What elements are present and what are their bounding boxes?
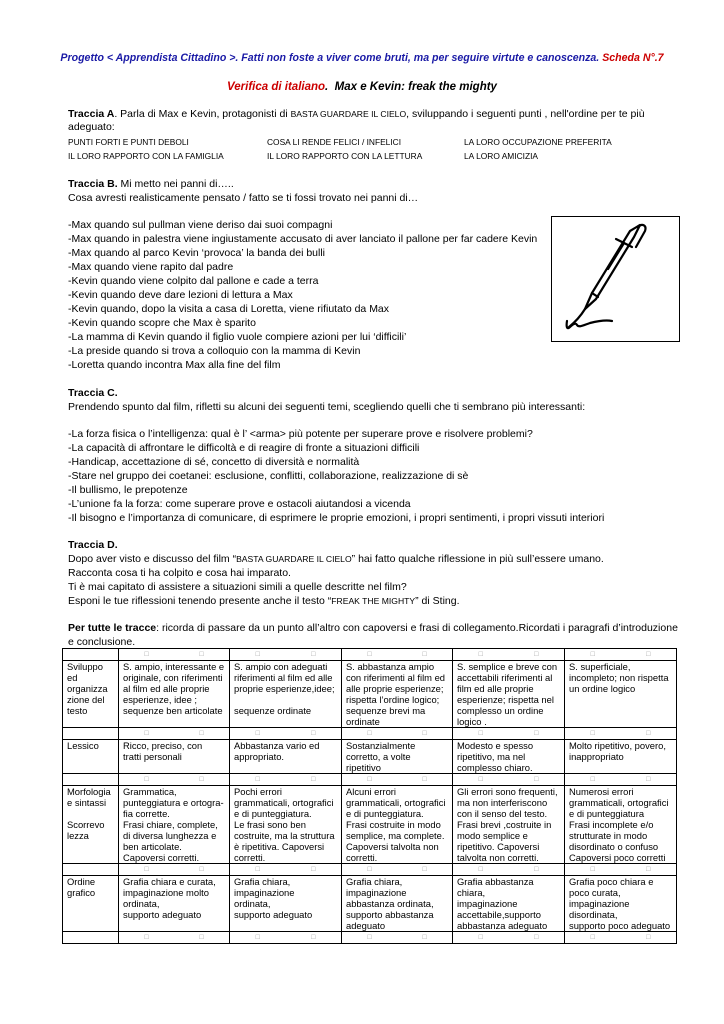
criterion-label: Ordine <box>67 876 96 887</box>
traccia-b-label: Traccia B. <box>68 178 118 190</box>
traccia-b-item: -La mamma di Kevin quando il figlio vuole compiere azioni per lui ‘difficili’ <box>68 331 407 343</box>
rubric-cell <box>342 740 453 774</box>
checkbox-cell <box>453 932 565 944</box>
traccia-c-item: -Il bisogno e l’importanza di comunicare, di esprimere le proprie emozioni, i propri sentimenti, i propri vissuti interiori <box>68 512 605 524</box>
checkbox-icon[interactable]: □ <box>590 866 595 873</box>
rubric-cell-text: Gli errori sono frequenti, <box>457 786 558 797</box>
checkbox-cell <box>342 649 453 661</box>
rubric-criterion <box>63 876 119 932</box>
checkbox-icon[interactable]: □ <box>144 730 149 737</box>
rubric-cell-text: chiara, <box>457 887 486 898</box>
rubric-cell-text: impaginazione <box>234 887 295 898</box>
traccia-a-text1: . Parla di Max e Kevin, protagonisti di <box>114 108 291 120</box>
rubric-cell-text: sequenze ordinate <box>234 705 312 716</box>
rubric-cell-text: e di punteggiatura. <box>234 808 312 819</box>
rubric-cell-text: impaginazione <box>457 898 518 909</box>
criterion-label: Lessico <box>67 740 99 751</box>
rubric-cell-text: e di punteggiatura <box>569 808 645 819</box>
checkbox-icon[interactable]: □ <box>590 651 595 658</box>
rubric-criterion <box>63 661 119 728</box>
rubric-cell-text: fia corrette. <box>123 808 170 819</box>
rubric-cell-text: Sostanzialmente <box>346 740 416 751</box>
criterion-label: organizza <box>67 683 108 694</box>
rubric-cell-text: ordinate <box>346 716 380 727</box>
checkbox-icon[interactable]: □ <box>590 934 595 941</box>
rubric-cell-text: riferimenti al film ed alle <box>234 672 333 683</box>
checkbox-cell <box>453 774 565 786</box>
rubric-cell-text: Le frasi sono ben <box>234 819 306 830</box>
rubric-cell-text: Numerosi errori <box>569 786 634 797</box>
checkbox-icon[interactable]: □ <box>255 776 260 783</box>
checkbox-icon[interactable]: □ <box>199 934 204 941</box>
rubric-cell-text: al film ed alle proprie <box>123 683 210 694</box>
rubric-cell <box>230 786 342 864</box>
rubric-cell <box>565 876 677 932</box>
rubric-cell-text: Grafia abbastanza <box>457 876 534 887</box>
traccia-c-item: -L’unione fa la forza: come superare prove e ostacoli aiutandosi a vicenda <box>68 498 411 510</box>
checkbox-cell <box>119 864 230 876</box>
checkbox-cell <box>230 649 342 661</box>
traccia-b-line1 <box>68 178 234 190</box>
checkbox-cell <box>453 728 565 740</box>
rubric-cell-text <box>234 694 337 705</box>
traccia-b-item: -Max quando viene rapito dal padre <box>68 261 234 273</box>
pen-icon <box>552 217 679 341</box>
traccia-a-line2: adeguato: <box>68 121 115 133</box>
criterion-label: testo <box>67 705 88 716</box>
checkbox-icon[interactable]: □ <box>255 866 260 873</box>
traccia-d-line2 <box>68 553 604 565</box>
rubric-cell-text: corretti. <box>346 852 378 863</box>
checkbox-row <box>63 774 677 786</box>
per-tutte-label: Per tutte le tracce <box>68 622 157 634</box>
checkbox-icon[interactable]: □ <box>199 730 204 737</box>
checkbox-cell <box>63 774 119 786</box>
criterion-label: Scorrevo <box>67 819 105 830</box>
rubric-cell-text: Capoversi poco corretti <box>569 852 666 863</box>
traccia-c-label: Traccia C. <box>68 387 118 399</box>
traccia-d-line5 <box>68 595 460 607</box>
rubric-cell-text: S. ampio, interessante e <box>123 661 225 672</box>
criterion-label: e sintassi <box>67 797 107 808</box>
checkbox-icon[interactable]: □ <box>199 776 204 783</box>
rubric-cell-text: Abbastanza vario ed <box>234 740 320 751</box>
checkbox-icon[interactable]: □ <box>367 934 372 941</box>
page-title <box>0 81 724 93</box>
rubric-cell-text: con il senso del testo. <box>457 808 548 819</box>
rubric-cell-text: un ordine logico <box>569 683 636 694</box>
criterion-label: grafico <box>67 887 96 898</box>
rubric-cell-text: S. semplice e breve con <box>457 661 558 672</box>
traccia-d-l1a: Dopo aver visto e discusso del film “ <box>68 553 237 565</box>
rubric-cell-text: Capoversi corretti. <box>123 852 200 863</box>
checkbox-cell <box>63 932 119 944</box>
rubric-cell-text: S. superficiale, <box>569 661 631 672</box>
rubric-cell-text: grammaticali, ortografici <box>234 797 334 808</box>
traccia-a-point-3: LA LORO OCCUPAZIONE PREFERITA <box>464 137 612 147</box>
title-verifica: Verifica di italiano <box>227 81 326 93</box>
checkbox-icon[interactable]: □ <box>311 776 316 783</box>
rubric-cell-text: impaginazione molto <box>123 887 209 898</box>
traccia-b-item: -Kevin quando deve dare lezioni di lettura a Max <box>68 289 293 301</box>
rubric-cell-text: alle proprie esperienze; <box>346 683 444 694</box>
rubric-cell-text: Alcuni errori <box>346 786 397 797</box>
rubric-cell <box>453 876 565 932</box>
pen-illustration <box>551 216 680 342</box>
rubric-cell-text: Ricco, preciso, con <box>123 740 203 751</box>
checkbox-icon[interactable]: □ <box>646 934 651 941</box>
rubric-cell-text: supporto poco adeguato <box>569 920 671 931</box>
traccia-b-line2: Cosa avresti realisticamente pensato / fatto se ti fossi trovato nei panni di… <box>68 192 419 204</box>
checkbox-icon[interactable]: □ <box>590 776 595 783</box>
rubric-cell <box>342 876 453 932</box>
traccia-a-point-5: IL LORO RAPPORTO CON LA LETTURA <box>267 151 423 161</box>
rubric-cell-text: adeguato <box>346 920 386 931</box>
traccia-d-label: Traccia D. <box>68 539 118 551</box>
checkbox-icon[interactable]: □ <box>422 866 427 873</box>
checkbox-cell <box>565 774 677 786</box>
checkbox-cell <box>565 649 677 661</box>
project-header-text: Progetto < Apprendista Cittadino >. Fatti non foste a viver come bruti, ma per seguire virtute e canoscenza. <box>60 52 600 64</box>
traccia-a-point-6: LA LORO AMICIZIA <box>464 151 538 161</box>
rubric-cell <box>119 876 230 932</box>
traccia-d-line4: Ti è mai capitato di assistere a situazioni simili a quelle descritte nel film? <box>68 581 407 593</box>
traccia-d-l1c: ” hai fatto qualche riflessione in più sull’essere umano. <box>351 553 604 565</box>
rubric-cell-text: S. ampio con adeguati <box>234 661 328 672</box>
checkbox-icon[interactable]: □ <box>199 651 204 658</box>
rubric-cell-text: ma non interferiscono <box>457 797 548 808</box>
checkbox-icon[interactable]: □ <box>478 651 483 658</box>
rubric-cell <box>342 661 453 728</box>
checkbox-icon[interactable]: □ <box>534 730 539 737</box>
rubric-cell-text: Grafia chiara e curata, <box>123 876 216 887</box>
rubric-cell <box>230 740 342 774</box>
rubric-cell-text: Frasi chiare, complete, <box>123 819 218 830</box>
checkbox-icon[interactable]: □ <box>478 776 483 783</box>
rubric-cell-text: esperienze; rispetta nel <box>457 694 554 705</box>
per-tutte-line2: e conclusione. <box>68 636 136 648</box>
checkbox-icon[interactable]: □ <box>311 866 316 873</box>
checkbox-icon[interactable]: □ <box>646 730 651 737</box>
checkbox-cell <box>342 932 453 944</box>
rubric-cell <box>565 786 677 864</box>
checkbox-cell <box>63 864 119 876</box>
rubric-cell-text: accettabili riferimenti al <box>457 672 553 683</box>
rubric-cell <box>119 661 230 728</box>
checkbox-icon[interactable]: □ <box>255 730 260 737</box>
rubric-cell-text: modo semplice e <box>457 830 528 841</box>
evaluation-rubric-table <box>62 648 677 944</box>
traccia-c-item: -Stare nel gruppo dei coetanei: esclusione, conflitti, collaborazione, realizzazione di sè <box>68 470 469 482</box>
rubric-cell-text: grammaticali, ortografici <box>346 797 446 808</box>
checkbox-row <box>63 649 677 661</box>
traccia-c-item: -Il bullismo, le prepotenze <box>68 484 188 496</box>
rubric-cell-text: abbastanza ordinata, <box>346 898 434 909</box>
checkbox-row <box>63 864 677 876</box>
checkbox-cell <box>119 649 230 661</box>
rubric-cell-text: Modesto e spesso <box>457 740 534 751</box>
checkbox-icon[interactable]: □ <box>646 866 651 873</box>
rubric-cell-text: sequenze ben articolate <box>123 705 223 716</box>
rubric-cell <box>230 876 342 932</box>
rubric-cell-text: appropriato. <box>234 751 285 762</box>
rubric-criterion <box>63 786 119 864</box>
checkbox-icon[interactable]: □ <box>311 934 316 941</box>
traccia-a-line1 <box>68 108 645 120</box>
checkbox-cell <box>230 728 342 740</box>
rubric-cell-text: Capoversi talvolta non <box>346 841 439 852</box>
traccia-a-label: Traccia A <box>68 108 115 120</box>
checkbox-icon[interactable]: □ <box>646 776 651 783</box>
rubric-cell-text: Molto ripetitivo, povero, <box>569 740 666 751</box>
rubric-cell-text: logico . <box>457 716 487 727</box>
rubric-cell-text: originale, con riferimenti <box>123 672 223 683</box>
checkbox-icon[interactable]: □ <box>144 776 149 783</box>
rubric-cell-text: incompleto; non rispetta <box>569 672 669 683</box>
rubric-cell-text: Frasi incomplete e/o <box>569 819 654 830</box>
traccia-b-item: -Kevin quando scopre che Max è sparito <box>68 317 256 329</box>
rubric-cell-text: punteggiatura e ortogra- <box>123 797 224 808</box>
rubric-cell-text: impaginazione <box>346 887 407 898</box>
rubric-cell-text: film ed alle proprie <box>457 683 534 694</box>
rubric-cell-text: poco curata, <box>569 887 621 898</box>
table-row <box>63 740 677 774</box>
rubric-cell-text: supporto adeguato <box>123 909 202 920</box>
checkbox-cell <box>565 864 677 876</box>
checkbox-icon[interactable]: □ <box>144 866 149 873</box>
rubric-cell <box>453 661 565 728</box>
checkbox-icon[interactable]: □ <box>367 866 372 873</box>
criterion-label: Sviluppo <box>67 661 103 672</box>
rubric-cell-text: ordinata, <box>234 898 271 909</box>
checkbox-icon[interactable]: □ <box>255 651 260 658</box>
traccia-b-item: -Max quando sul pullman viene deriso dai suoi compagni <box>68 219 333 231</box>
rubric-cell-text: esperienze, idee ; <box>123 694 198 705</box>
checkbox-icon[interactable]: □ <box>367 651 372 658</box>
rubric-cell <box>230 661 342 728</box>
checkbox-cell <box>342 864 453 876</box>
traccia-a-book: BASTA GUARDARE IL CIELO <box>290 109 407 119</box>
checkbox-cell <box>342 728 453 740</box>
checkbox-cell <box>342 774 453 786</box>
rubric-cell-text: Frasi costruite in modo <box>346 819 441 830</box>
scheda-number: Scheda N°.7 <box>602 52 664 64</box>
rubric-cell <box>565 661 677 728</box>
rubric-cell <box>453 786 565 864</box>
rubric-cell <box>565 740 677 774</box>
checkbox-icon[interactable]: □ <box>534 651 539 658</box>
traccia-a-point-2: COSA LI RENDE FELICI / INFELICI <box>267 137 402 147</box>
rubric-cell-text: e di punteggiatura. <box>346 808 424 819</box>
rubric-cell-text: impaginazione <box>569 898 630 909</box>
checkbox-icon[interactable]: □ <box>144 934 149 941</box>
traccia-b-item: -Max quando al parco Kevin ‘provoca’ la banda dei bulli <box>68 247 326 259</box>
rubric-cell <box>119 786 230 864</box>
rubric-cell-text: grammaticali, ortografici <box>569 797 669 808</box>
checkbox-icon[interactable]: □ <box>311 651 316 658</box>
checkbox-icon[interactable]: □ <box>534 934 539 941</box>
traccia-b-item: -Kevin quando viene colpito dal pallone e cade a terra <box>68 275 319 287</box>
rubric-cell <box>342 786 453 864</box>
checkbox-row <box>63 932 677 944</box>
traccia-a-text2: , sviluppando i seguenti punti , nell'ordine per te più <box>406 108 645 120</box>
checkbox-cell <box>119 728 230 740</box>
rubric-cell-text: talvolta non corretti. <box>457 852 539 863</box>
rubric-cell-text: ripetitivo. Capoversi <box>457 841 540 852</box>
rubric-cell-text: supporto abbastanza <box>346 909 434 920</box>
checkbox-icon[interactable]: □ <box>422 651 427 658</box>
table-row <box>63 876 677 932</box>
traccia-c-line2: Prendendo spunto dal film, rifletti su alcuni dei seguenti temi, scegliendo quelli che ti sembrano più interessanti: <box>68 401 586 413</box>
table-row <box>63 786 677 864</box>
traccia-d-l4c: ” di Sting. <box>415 595 460 607</box>
rubric-cell-text: ripetitivo, ma nel <box>457 751 526 762</box>
checkbox-cell <box>453 864 565 876</box>
checkbox-cell <box>230 864 342 876</box>
traccia-a-point-1: PUNTI FORTI E PUNTI DEBOLI <box>68 137 189 147</box>
rubric-cell-text: abbastanza adeguato <box>457 920 548 931</box>
rubric-cell-text: accettabile,supporto <box>457 909 541 920</box>
checkbox-icon[interactable]: □ <box>255 934 260 941</box>
rubric-cell-text: complesso un ordine <box>457 705 544 716</box>
rubric-cell-text: Pochi errori <box>234 786 282 797</box>
checkbox-cell <box>565 728 677 740</box>
rubric-criterion <box>63 740 119 774</box>
checkbox-icon[interactable]: □ <box>478 866 483 873</box>
criterion-label: ed <box>67 672 78 683</box>
checkbox-icon[interactable]: □ <box>422 730 427 737</box>
checkbox-icon[interactable]: □ <box>534 866 539 873</box>
rubric-cell-text: tratti personali <box>123 751 182 762</box>
rubric-cell-text: semplice, ma complete. <box>346 830 445 841</box>
checkbox-icon[interactable]: □ <box>367 776 372 783</box>
checkbox-icon[interactable]: □ <box>367 730 372 737</box>
rubric-cell-text: di diversa lunghezza e <box>123 830 217 841</box>
checkbox-cell <box>63 649 119 661</box>
traccia-c-item: -La forza fisica o l’intelligenza: qual è l’ <arma> più potente per superare prove e risolvere problemi? <box>68 428 533 440</box>
rubric-cell-text: complesso chiaro. <box>457 762 533 773</box>
traccia-b-item: -Max quando in palestra viene ingiustamente accusato di aver lanciato il pallone per far cadere Kevin <box>68 233 538 245</box>
rubric-cell-text: con riferimenti al film ed <box>346 672 445 683</box>
checkbox-cell <box>565 932 677 944</box>
checkbox-icon[interactable]: □ <box>422 934 427 941</box>
per-tutte-text1: : ricorda di passare da un punto all’altro con capoversi e frasi di collegamento.Ricordati i paragrafi d’introduzione <box>156 622 678 634</box>
checkbox-cell <box>230 774 342 786</box>
criterion-label <box>67 808 114 819</box>
checkbox-cell <box>230 932 342 944</box>
checkbox-icon[interactable]: □ <box>144 651 149 658</box>
checkbox-icon[interactable]: □ <box>534 776 539 783</box>
rubric-cell-text: è ripetitiva. Capoversi <box>234 841 325 852</box>
checkbox-icon[interactable]: □ <box>311 730 316 737</box>
traccia-c-item: -Handicap, accettazione di sé, concetto di diversità e normalità <box>68 456 360 468</box>
criterion-label: zione del <box>67 694 105 705</box>
traccia-d-book: BASTA GUARDARE IL CIELO <box>236 554 352 564</box>
per-tutte-line1 <box>68 622 678 634</box>
rubric-cell-text: ben articolate. <box>123 841 182 852</box>
traccia-b-text1: Mi metto nei panni di….. <box>117 178 234 190</box>
rubric-cell-text: disordinata, <box>569 909 618 920</box>
rubric-cell-text: Grammatica, <box>123 786 177 797</box>
rubric-cell-text: Grafia poco chiara e <box>569 876 654 887</box>
criterion-label: lezza <box>67 830 89 841</box>
traccia-b-item: -Kevin quando, dopo la visita a casa di Loretta, viene rifiutato da Max <box>68 303 390 315</box>
title-subtitle: Max e Kevin: freak the mighty <box>334 81 497 93</box>
checkbox-row <box>63 728 677 740</box>
checkbox-cell <box>119 774 230 786</box>
checkbox-icon[interactable]: □ <box>199 866 204 873</box>
rubric-cell-text: disordinato o confuso <box>569 841 659 852</box>
traccia-d-line3: Racconta cosa ti ha colpito e cosa hai imparato. <box>68 567 291 579</box>
checkbox-icon[interactable]: □ <box>478 934 483 941</box>
rubric-cell <box>119 740 230 774</box>
traccia-d-l4a: Esponi le tue riflessioni tenendo presente anche il testo “ <box>68 595 332 607</box>
checkbox-icon[interactable]: □ <box>646 651 651 658</box>
rubric-cell-text: inappropriato <box>569 751 624 762</box>
rubric-cell-text: strutturate in modo <box>569 830 648 841</box>
traccia-b-item: -La preside quando si trova a colloquio con la mamma di Kevin <box>68 345 361 357</box>
rubric-cell-text: sequenze brevi ma <box>346 705 426 716</box>
checkbox-icon[interactable]: □ <box>478 730 483 737</box>
rubric-cell-text: corretto, a volte ripetitivo <box>346 751 411 773</box>
rubric-cell-text: Grafia chiara, <box>346 876 403 887</box>
checkbox-cell <box>453 649 565 661</box>
table-row <box>63 661 677 728</box>
rubric-cell-text: Frasi brevi ,costruite in <box>457 819 552 830</box>
checkbox-icon[interactable]: □ <box>590 730 595 737</box>
rubric-cell <box>453 740 565 774</box>
checkbox-cell <box>63 728 119 740</box>
rubric-cell-text: Grafia chiara, <box>234 876 291 887</box>
rubric-cell-text: rispetta l’ordine logico; <box>346 694 440 705</box>
traccia-d-song: FREAK THE MIGHTY <box>331 596 416 606</box>
rubric-cell-text: costruite, ma la struttura <box>234 830 335 841</box>
title-dot: . <box>325 81 329 93</box>
criterion-label: Morfologia <box>67 786 111 797</box>
traccia-c-item: -La capacità di affrontare le difficoltà e di reagire di fronte a situazioni difficili <box>68 442 420 454</box>
traccia-d-line1 <box>68 539 118 551</box>
checkbox-icon[interactable]: □ <box>422 776 427 783</box>
traccia-c-line1 <box>68 387 118 399</box>
rubric-cell-text: ordinata, <box>123 898 160 909</box>
traccia-a-point-4: IL LORO RAPPORTO CON LA FAMIGLIA <box>68 151 224 161</box>
rubric-cell-text: S. abbastanza ampio <box>346 661 435 672</box>
rubric-cell-text: corretti. <box>234 852 266 863</box>
project-header <box>0 52 724 64</box>
traccia-b-item: -Loretta quando incontra Max alla fine del film <box>68 359 281 371</box>
rubric-cell-text: supporto adeguato <box>234 909 313 920</box>
checkbox-cell <box>119 932 230 944</box>
rubric-cell-text: proprie esperienze,idee; <box>234 683 335 694</box>
